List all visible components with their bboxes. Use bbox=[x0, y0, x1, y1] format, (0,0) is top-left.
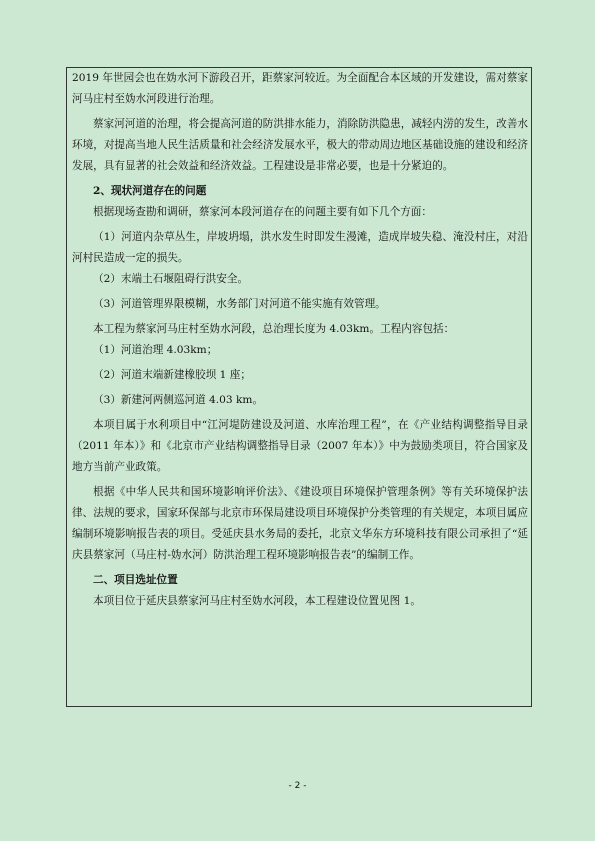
list-item: （3）新建河两侧巡河道 4.03 km。 bbox=[93, 394, 264, 406]
list-item: （2）末端土石堰阻碍行洪安全。 bbox=[93, 273, 249, 285]
list-item: （1）河道治理 4.03km； bbox=[93, 344, 218, 356]
list-item: （1）河道内杂草丛生，岸坡坍塌，洪水发生时即发生漫滩，造成岸坡失稳、淹没村庄，对沿河村民造成一定的损失。 bbox=[72, 231, 528, 264]
paragraph: 本项目属于水利项目中“江河堤防建设及河道、水库治理工程”，在《产业结构调整指导目录（2011 年本）》和《北京市产业结构调整指导目录（2007 年本）》中为鼓励类项目，符合国家及地方当前产业政策。 bbox=[72, 419, 528, 473]
document-body bbox=[72, 68, 528, 612]
paragraph: 本项目位于延庆县蔡家河马庄村至妫水河段，本工程建设位置见图 1。 bbox=[93, 595, 421, 607]
list-item: （2）河道末端新建橡胶坝 1 座； bbox=[93, 369, 251, 381]
list-item: （3）河道管理界限模糊，水务部门对河道不能实施有效管理。 bbox=[93, 298, 386, 310]
paragraph: 根据《中华人民共和国环境影响评价法》、《建设项目环境保护管理条例》等有关环境保护法律、法规的要求，国家环保部与北京市环保局建设项目环境保护分类管理的有关规定，本项目属应编制环境影响报告表的项目。受延庆县水务局的委托，北京文华东方环境科技有限公司承担了“延庆县蔡家河（马庄村-妫水河）防洪治理工程环境影响报告表”的编制工作。 bbox=[72, 486, 528, 561]
paragraph: 根据现场查勘和调研，蔡家河本段河道存在的问题主要有如下几个方面： bbox=[93, 206, 432, 218]
page-number: - 2 - bbox=[288, 781, 307, 791]
paragraph: 蔡家河河道的治理，将会提高河道的防洪排水能力，消除防洪隐患，减轻内涝的发生，改善水环境，对提高当地人民生活质量和社会经济发展水平，极大的带动周边地区基础设施的建设和经济发展，具有显著的社会效益和经济效益。工程建设是非常必要，也是十分紧迫的。 bbox=[72, 118, 528, 172]
paragraph: 2019 年世园会也在妫水河下游段召开，距蔡家河较近。为全面配合本区域的开发建设，需对蔡家河马庄村至妫水河段进行治理。 bbox=[72, 72, 528, 105]
section-heading: 二、项目选址位置 bbox=[93, 574, 178, 586]
paragraph: 本工程为蔡家河马庄村至妫水河段，总治理长度为 4.03km。工程内容包括： bbox=[93, 323, 455, 335]
section-heading: 2、现状河道存在的问题 bbox=[93, 185, 207, 197]
